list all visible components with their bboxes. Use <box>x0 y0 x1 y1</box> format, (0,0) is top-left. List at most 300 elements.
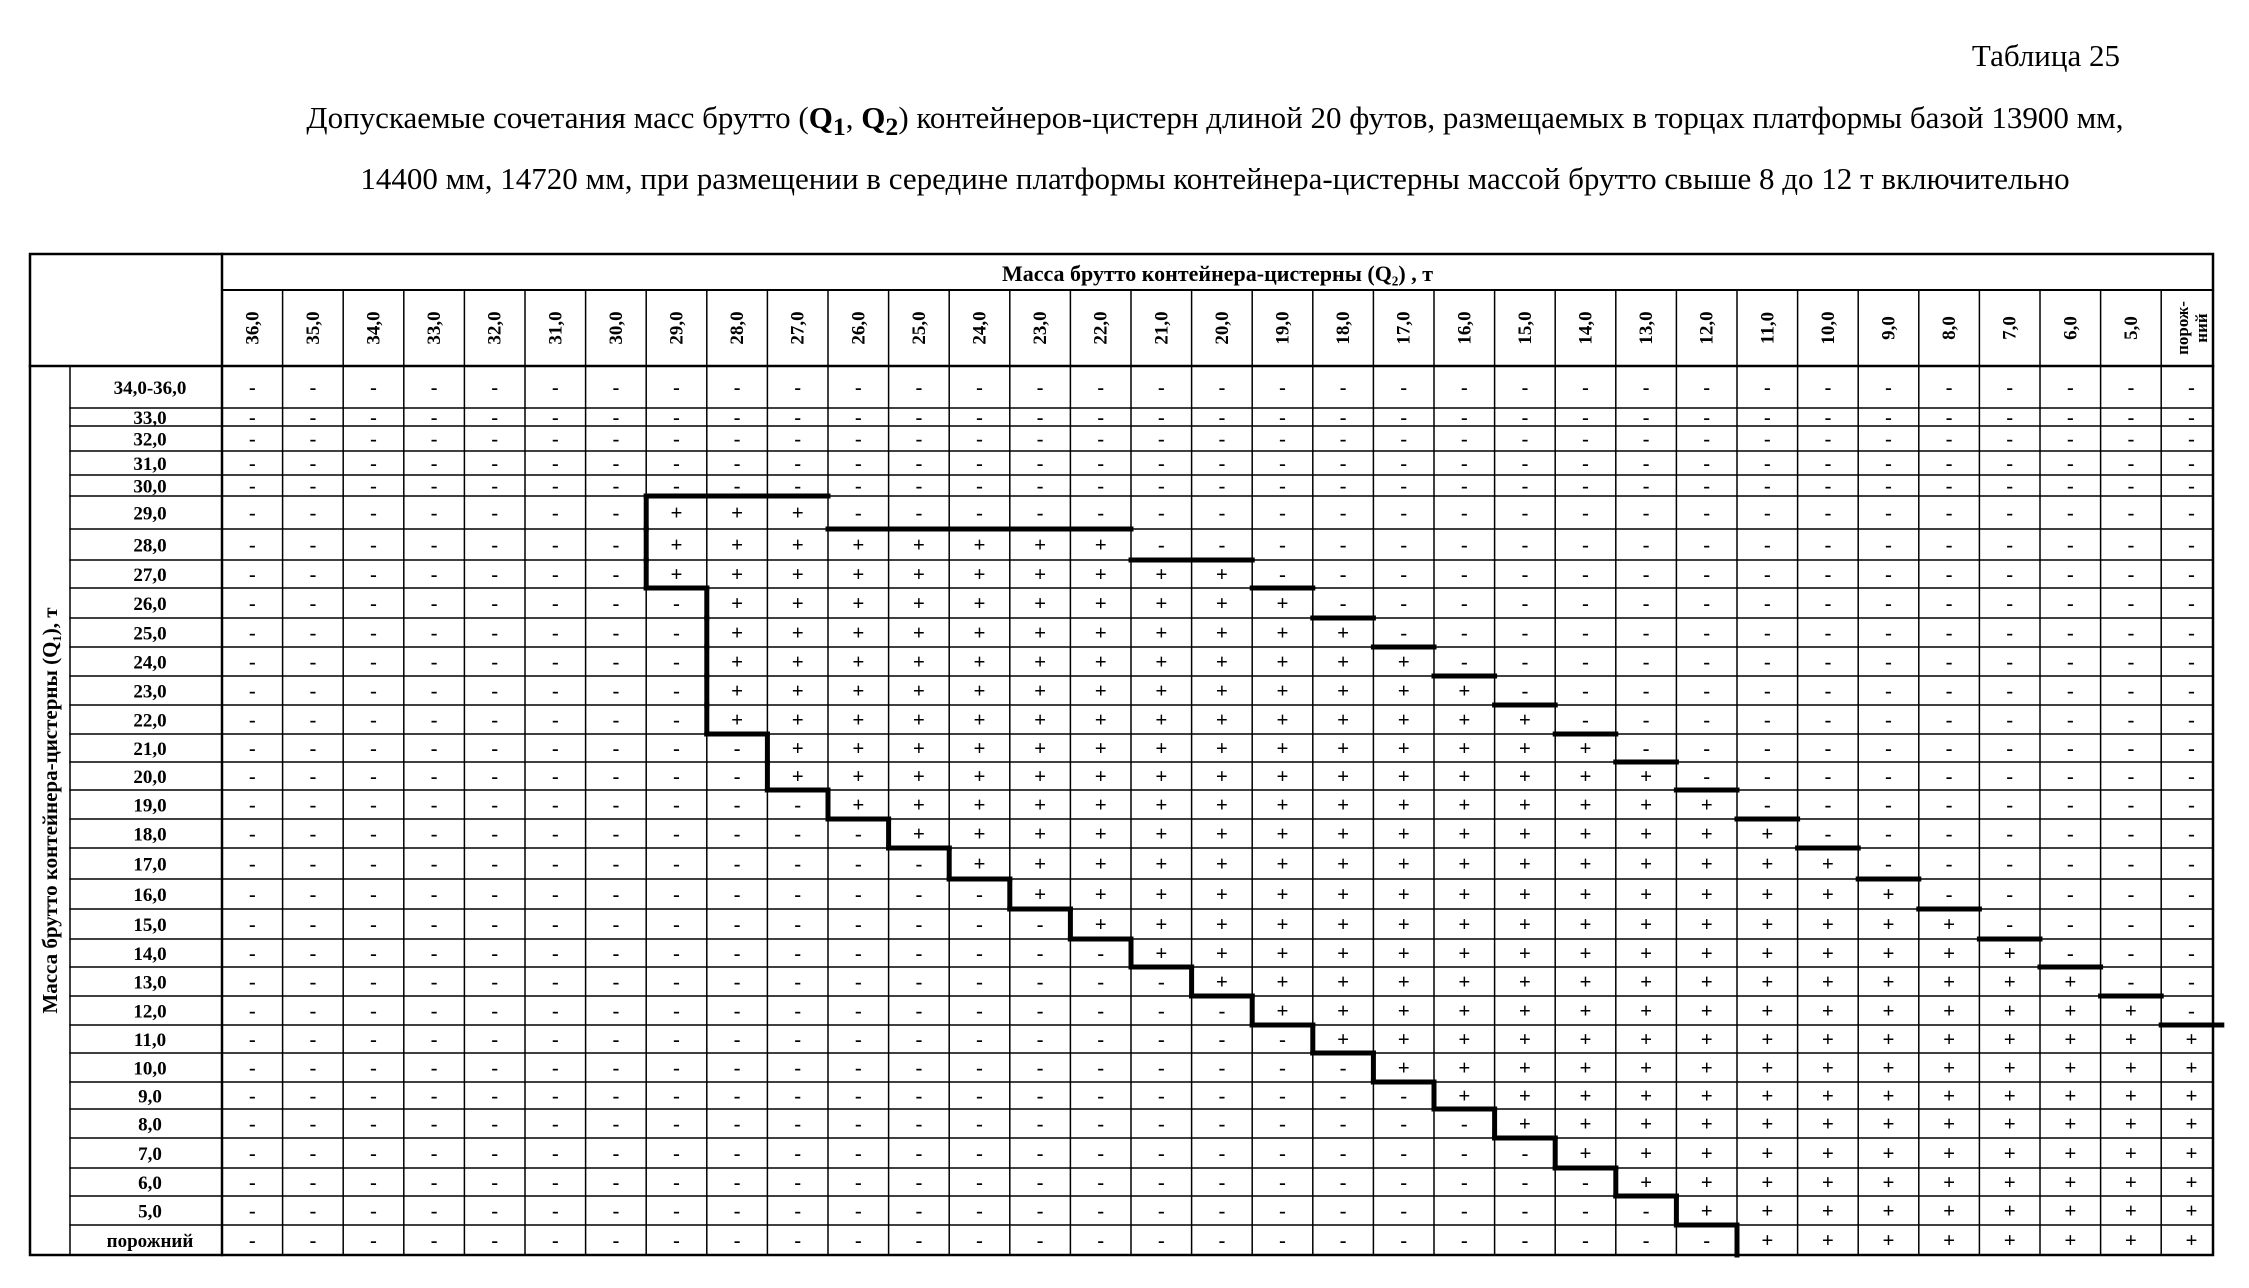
disallowed-cell: - <box>1582 377 1589 399</box>
column-label: 11,0 <box>1757 311 1779 345</box>
allowed-cell: + <box>912 620 925 645</box>
disallowed-cell: - <box>1703 564 1711 586</box>
allowed-cell: + <box>1034 562 1047 586</box>
disallowed-cell: - <box>2006 766 2014 788</box>
allowed-cell: + <box>791 620 804 645</box>
disallowed-cell: - <box>1097 1230 1105 1252</box>
allowed-cell: + <box>1215 707 1228 732</box>
disallowed-cell: - <box>1642 502 1650 525</box>
allowed-cell: + <box>1276 882 1289 906</box>
allowed-cell: + <box>852 620 865 645</box>
row-label: 17,0 <box>133 854 167 876</box>
allowed-cell: + <box>1761 1055 1774 1080</box>
disallowed-cell: - <box>1945 475 1953 498</box>
allowed-cell: + <box>670 562 683 586</box>
disallowed-cell: - <box>551 794 559 817</box>
allowed-cell: + <box>1458 1055 1471 1080</box>
disallowed-cell: - <box>309 377 317 399</box>
row-label: 25,0 <box>133 623 167 645</box>
allowed-cell: + <box>2124 1083 2137 1108</box>
disallowed-cell: - <box>248 853 256 876</box>
allowed-cell: + <box>1640 821 1653 846</box>
disallowed-cell: - <box>1460 593 1468 615</box>
allowed-cell: + <box>1337 998 1350 1023</box>
disallowed-cell: - <box>309 407 317 429</box>
disallowed-cell: - <box>491 943 499 965</box>
disallowed-cell: - <box>1157 1143 1165 1165</box>
disallowed-cell: - <box>1279 1029 1286 1051</box>
disallowed-cell: - <box>1521 407 1529 429</box>
disallowed-cell: - <box>1218 1200 1226 1223</box>
disallowed-cell: - <box>2006 853 2014 876</box>
disallowed-cell: - <box>2127 766 2135 788</box>
allowed-cell: + <box>1276 591 1289 615</box>
disallowed-cell: - <box>1460 377 1468 399</box>
disallowed-cell: - <box>2188 453 2195 475</box>
allowed-cell: + <box>1215 851 1228 876</box>
disallowed-cell: - <box>794 475 802 498</box>
allowed-cell: + <box>1640 969 1653 994</box>
disallowed-cell: - <box>551 914 559 936</box>
disallowed-cell: - <box>1218 453 1226 475</box>
disallowed-cell: - <box>854 1085 862 1108</box>
disallowed-cell: - <box>309 1085 317 1108</box>
disallowed-cell: - <box>1521 564 1529 586</box>
row-label: 31,0 <box>133 454 167 475</box>
disallowed-cell: - <box>1036 1230 1044 1252</box>
allowed-cell: + <box>1640 1027 1653 1051</box>
allowed-cell: + <box>912 649 925 674</box>
allowed-cell: + <box>2064 969 2077 994</box>
disallowed-cell: - <box>248 738 256 760</box>
disallowed-cell: - <box>491 709 499 732</box>
disallowed-cell: - <box>1521 680 1529 703</box>
disallowed-cell: - <box>2066 738 2074 760</box>
disallowed-cell: - <box>1521 593 1529 615</box>
disallowed-cell: - <box>854 1113 862 1136</box>
allowed-cell: + <box>912 736 925 760</box>
disallowed-cell: - <box>1157 1000 1165 1023</box>
disallowed-cell: - <box>430 377 438 399</box>
disallowed-cell: - <box>1642 475 1650 498</box>
disallowed-cell: - <box>1703 502 1711 525</box>
allowed-cell: + <box>912 764 925 788</box>
disallowed-cell: - <box>915 884 923 906</box>
allowed-cell: + <box>1579 1111 1592 1136</box>
allowed-cell: + <box>2124 1141 2137 1165</box>
disallowed-cell: - <box>2127 502 2135 525</box>
allowed-cell: + <box>912 678 925 703</box>
allowed-cell: + <box>1155 941 1168 965</box>
allowed-cell: + <box>731 678 744 703</box>
allowed-cell: + <box>1034 620 1047 645</box>
allowed-cell: + <box>1094 736 1107 760</box>
allowed-cell: + <box>1276 764 1289 788</box>
disallowed-cell: - <box>1703 534 1711 557</box>
allowed-cell: + <box>1579 736 1592 760</box>
allowed-cell: + <box>1882 998 1895 1023</box>
disallowed-cell: - <box>491 1029 499 1051</box>
disallowed-cell: - <box>976 1143 983 1165</box>
disallowed-cell: - <box>794 914 802 936</box>
allowed-cell: + <box>1397 649 1410 674</box>
disallowed-cell: - <box>1885 709 1892 732</box>
disallowed-cell: - <box>551 502 559 525</box>
disallowed-cell: - <box>551 1172 559 1194</box>
disallowed-cell: - <box>309 534 317 557</box>
disallowed-cell: - <box>491 453 499 475</box>
row-label: 10,0 <box>133 1058 167 1080</box>
disallowed-cell: - <box>1824 738 1832 760</box>
disallowed-cell: - <box>1339 428 1347 451</box>
allowed-cell: + <box>1337 707 1350 732</box>
disallowed-cell: - <box>1339 534 1347 557</box>
disallowed-cell: - <box>309 1143 317 1165</box>
allowed-cell: + <box>1821 1027 1834 1051</box>
allowed-cell: + <box>1821 912 1834 936</box>
disallowed-cell: - <box>1945 593 1953 615</box>
disallowed-cell: - <box>2006 453 2014 475</box>
allowed-cell: + <box>1700 792 1713 817</box>
disallowed-cell: - <box>248 1000 256 1023</box>
disallowed-cell: - <box>1763 453 1771 475</box>
disallowed-cell: - <box>430 1200 438 1223</box>
disallowed-cell: - <box>733 823 741 846</box>
disallowed-cell: - <box>2006 593 2014 615</box>
allowed-cell: + <box>1821 1170 1834 1194</box>
disallowed-cell: - <box>2127 943 2135 965</box>
disallowed-cell: - <box>612 738 620 760</box>
disallowed-cell: - <box>1763 407 1771 429</box>
disallowed-cell: - <box>612 502 620 525</box>
disallowed-cell: - <box>854 407 862 429</box>
allowed-cell: + <box>1700 1141 1713 1165</box>
disallowed-cell: - <box>1945 738 1953 760</box>
disallowed-cell: - <box>2066 853 2074 876</box>
disallowed-cell: - <box>1097 1000 1105 1023</box>
disallowed-cell: - <box>733 914 741 936</box>
allowed-cell: + <box>791 562 804 586</box>
disallowed-cell: - <box>976 475 983 498</box>
row-label: 23,0 <box>133 681 167 703</box>
disallowed-cell: - <box>2066 475 2074 498</box>
allowed-cell: + <box>1943 1170 1956 1194</box>
column-label: 9,0 <box>1878 316 1900 340</box>
allowed-cell: + <box>2064 1083 2077 1108</box>
disallowed-cell: - <box>551 453 559 475</box>
disallowed-cell: - <box>2188 502 2195 525</box>
allowed-cell: + <box>2185 1170 2198 1194</box>
allowed-cell: + <box>2185 1228 2198 1252</box>
disallowed-cell: - <box>1521 453 1529 475</box>
disallowed-cell: - <box>551 823 559 846</box>
disallowed-cell: - <box>1763 502 1771 525</box>
allowed-cell: + <box>1397 792 1410 817</box>
allowed-cell: + <box>2124 1055 2137 1080</box>
disallowed-cell: - <box>1945 680 1953 703</box>
disallowed-cell: - <box>1945 651 1953 674</box>
disallowed-cell: - <box>915 1029 923 1051</box>
column-label: 10,0 <box>1817 311 1839 345</box>
disallowed-cell: - <box>309 1172 317 1194</box>
disallowed-cell: - <box>673 1029 680 1051</box>
allowed-cell: + <box>1518 941 1531 965</box>
disallowed-cell: - <box>1824 453 1832 475</box>
disallowed-cell: - <box>551 971 559 994</box>
disallowed-cell: - <box>1642 428 1650 451</box>
disallowed-cell: - <box>2127 622 2135 645</box>
disallowed-cell: - <box>1218 1057 1226 1080</box>
disallowed-cell: - <box>733 475 741 498</box>
disallowed-cell: - <box>915 1000 923 1023</box>
allowed-cell: + <box>912 821 925 846</box>
allowed-cell: + <box>1882 1228 1895 1252</box>
disallowed-cell: - <box>491 407 499 429</box>
allowed-cell: + <box>1579 792 1592 817</box>
disallowed-cell: - <box>854 428 862 451</box>
disallowed-cell: - <box>1460 1200 1468 1223</box>
disallowed-cell: - <box>2188 651 2195 674</box>
allowed-cell: + <box>852 678 865 703</box>
disallowed-cell: - <box>1157 475 1165 498</box>
disallowed-cell: - <box>248 914 256 936</box>
allowed-cell: + <box>1579 1083 1592 1108</box>
allowed-cell: + <box>1337 736 1350 760</box>
allowed-cell: + <box>1458 998 1471 1023</box>
allowed-cell: + <box>1518 736 1531 760</box>
allowed-cell: + <box>2185 1141 2198 1165</box>
disallowed-cell: - <box>370 407 377 429</box>
disallowed-cell: - <box>794 377 802 399</box>
allowed-cell: + <box>1761 941 1774 965</box>
disallowed-cell: - <box>915 1113 923 1136</box>
disallowed-cell: - <box>1521 622 1529 645</box>
disallowed-cell: - <box>309 766 317 788</box>
disallowed-cell: - <box>673 407 680 429</box>
allowed-cell: + <box>2185 1083 2198 1108</box>
disallowed-cell: - <box>1097 1172 1105 1194</box>
column-label: 18,0 <box>1333 311 1355 345</box>
disallowed-cell: - <box>976 1200 983 1223</box>
allowed-cell: + <box>1761 1198 1774 1223</box>
disallowed-cell: - <box>1824 502 1832 525</box>
disallowed-cell: - <box>1097 428 1105 451</box>
disallowed-cell: - <box>976 1085 983 1108</box>
disallowed-cell: - <box>2066 823 2074 846</box>
disallowed-cell: - <box>976 1029 983 1051</box>
disallowed-cell: - <box>430 1172 438 1194</box>
disallowed-cell: - <box>1763 709 1771 732</box>
row-group-header: Масса брутто контейнера-цистерны (Q₁), т <box>38 607 62 1014</box>
disallowed-cell: - <box>1279 1085 1286 1108</box>
allowed-cell: + <box>1640 764 1653 788</box>
allowed-cell: + <box>2003 998 2016 1023</box>
allowed-cell: + <box>1276 736 1289 760</box>
disallowed-cell: - <box>915 475 923 498</box>
allowed-cell: + <box>1458 1083 1471 1108</box>
disallowed-cell: - <box>309 428 317 451</box>
disallowed-cell: - <box>612 534 620 557</box>
allowed-cell: + <box>1337 620 1350 645</box>
disallowed-cell: - <box>1097 1143 1105 1165</box>
allowed-cell: + <box>1579 1055 1592 1080</box>
disallowed-cell: - <box>1885 593 1892 615</box>
disallowed-cell: - <box>2127 475 2135 498</box>
allowed-cell: + <box>1640 1111 1653 1136</box>
allowed-cell: + <box>852 562 865 586</box>
disallowed-cell: - <box>248 884 256 906</box>
disallowed-cell: - <box>1218 502 1226 525</box>
allowed-cell: + <box>1276 620 1289 645</box>
allowed-cell: + <box>1276 969 1289 994</box>
allowed-cell: + <box>973 649 986 674</box>
allowed-cell: + <box>1458 764 1471 788</box>
disallowed-cell: - <box>1945 823 1953 846</box>
disallowed-cell: - <box>1339 377 1347 399</box>
disallowed-cell: - <box>1218 1143 1226 1165</box>
disallowed-cell: - <box>248 823 256 846</box>
disallowed-cell: - <box>612 1057 620 1080</box>
allowed-cell: + <box>1276 792 1289 817</box>
disallowed-cell: - <box>854 1200 862 1223</box>
allowed-cell: + <box>1518 1111 1531 1136</box>
row-label: 13,0 <box>133 972 167 994</box>
disallowed-cell: - <box>733 943 741 965</box>
disallowed-cell: - <box>1824 475 1832 498</box>
disallowed-cell: - <box>1582 1172 1589 1194</box>
allowed-cell: + <box>1337 851 1350 876</box>
disallowed-cell: - <box>1036 475 1044 498</box>
allowed-cell: + <box>1821 998 1834 1023</box>
disallowed-cell: - <box>1339 1230 1347 1252</box>
disallowed-cell: - <box>1339 407 1347 429</box>
allowed-cell: + <box>1882 1083 1895 1108</box>
column-label: 22,0 <box>1090 311 1112 345</box>
disallowed-cell: - <box>1763 680 1771 703</box>
disallowed-cell: - <box>1824 680 1832 703</box>
disallowed-cell: - <box>248 794 256 817</box>
allowed-cell: + <box>731 649 744 674</box>
disallowed-cell: - <box>309 622 317 645</box>
disallowed-cell: - <box>1885 853 1892 876</box>
disallowed-cell: - <box>733 853 741 876</box>
allowed-cell: + <box>670 532 683 557</box>
disallowed-cell: - <box>248 377 256 399</box>
allowed-cell: + <box>1640 941 1653 965</box>
disallowed-cell: - <box>491 651 499 674</box>
allowed-cell: + <box>1397 882 1410 906</box>
disallowed-cell: - <box>1703 475 1711 498</box>
allowed-cell: + <box>1579 941 1592 965</box>
disallowed-cell: - <box>1218 407 1226 429</box>
disallowed-cell: - <box>854 853 862 876</box>
disallowed-cell: - <box>2006 428 2014 451</box>
disallowed-cell: - <box>733 1230 741 1252</box>
disallowed-cell: - <box>1703 651 1711 674</box>
allowed-cell: + <box>912 532 925 557</box>
disallowed-cell: - <box>673 1113 680 1136</box>
allowed-cell: + <box>731 500 744 525</box>
disallowed-cell: - <box>1763 651 1771 674</box>
allowed-cell: + <box>1458 736 1471 760</box>
disallowed-cell: - <box>612 475 620 498</box>
allowed-cell: + <box>1034 792 1047 817</box>
disallowed-cell: - <box>370 766 377 788</box>
disallowed-cell: - <box>370 1113 377 1136</box>
disallowed-cell: - <box>1642 680 1650 703</box>
allowed-cell: + <box>1821 1198 1834 1223</box>
disallowed-cell: - <box>430 709 438 732</box>
disallowed-cell: - <box>1945 534 1953 557</box>
disallowed-cell: - <box>1460 651 1468 674</box>
allowed-cell: + <box>2124 1170 2137 1194</box>
allowed-cell: + <box>1518 1027 1531 1051</box>
disallowed-cell: - <box>976 428 983 451</box>
disallowed-cell: - <box>1582 593 1589 615</box>
disallowed-cell: - <box>733 1085 741 1108</box>
disallowed-cell: - <box>491 534 499 557</box>
disallowed-cell: - <box>733 1143 741 1165</box>
allowed-cell: + <box>1215 620 1228 645</box>
disallowed-cell: - <box>1885 453 1892 475</box>
disallowed-cell: - <box>794 1172 802 1194</box>
disallowed-cell: - <box>1945 428 1953 451</box>
disallowed-cell: - <box>2127 971 2135 994</box>
allowed-cell: + <box>2185 1111 2198 1136</box>
disallowed-cell: - <box>2066 914 2074 936</box>
disallowed-cell: - <box>976 453 983 475</box>
disallowed-cell: - <box>612 622 620 645</box>
allowed-cell: + <box>1700 851 1713 876</box>
disallowed-cell: - <box>370 1029 377 1051</box>
disallowed-cell: - <box>794 1000 802 1023</box>
disallowed-cell: - <box>1763 428 1771 451</box>
allowed-cell: + <box>1761 1228 1774 1252</box>
disallowed-cell: - <box>1582 1230 1589 1252</box>
disallowed-cell: - <box>370 475 377 498</box>
disallowed-cell: - <box>794 853 802 876</box>
disallowed-cell: - <box>612 1230 620 1252</box>
disallowed-cell: - <box>1279 1172 1286 1194</box>
disallowed-cell: - <box>612 823 620 846</box>
disallowed-cell: - <box>673 943 680 965</box>
disallowed-cell: - <box>1097 1029 1105 1051</box>
allowed-cell: + <box>1518 969 1531 994</box>
allowed-cell: + <box>1518 882 1531 906</box>
allowed-cell: + <box>791 678 804 703</box>
disallowed-cell: - <box>1945 502 1953 525</box>
disallowed-cell: - <box>2127 823 2135 846</box>
disallowed-cell: - <box>1703 766 1711 788</box>
allowed-cell: + <box>973 707 986 732</box>
disallowed-cell: - <box>854 943 862 965</box>
disallowed-cell: - <box>1642 534 1650 557</box>
disallowed-cell: - <box>1097 943 1105 965</box>
disallowed-cell: - <box>1339 453 1347 475</box>
disallowed-cell: - <box>733 1172 741 1194</box>
column-label: 12,0 <box>1696 311 1718 345</box>
disallowed-cell: - <box>1582 651 1589 674</box>
allowed-cell: + <box>1155 649 1168 674</box>
disallowed-cell: - <box>551 622 559 645</box>
disallowed-cell: - <box>976 914 983 936</box>
disallowed-cell: - <box>673 1230 680 1252</box>
allowed-cell: + <box>1458 851 1471 876</box>
disallowed-cell: - <box>309 943 317 965</box>
allowed-cell: + <box>1215 882 1228 906</box>
disallowed-cell: - <box>733 766 741 788</box>
allowed-cell: + <box>1337 764 1350 788</box>
